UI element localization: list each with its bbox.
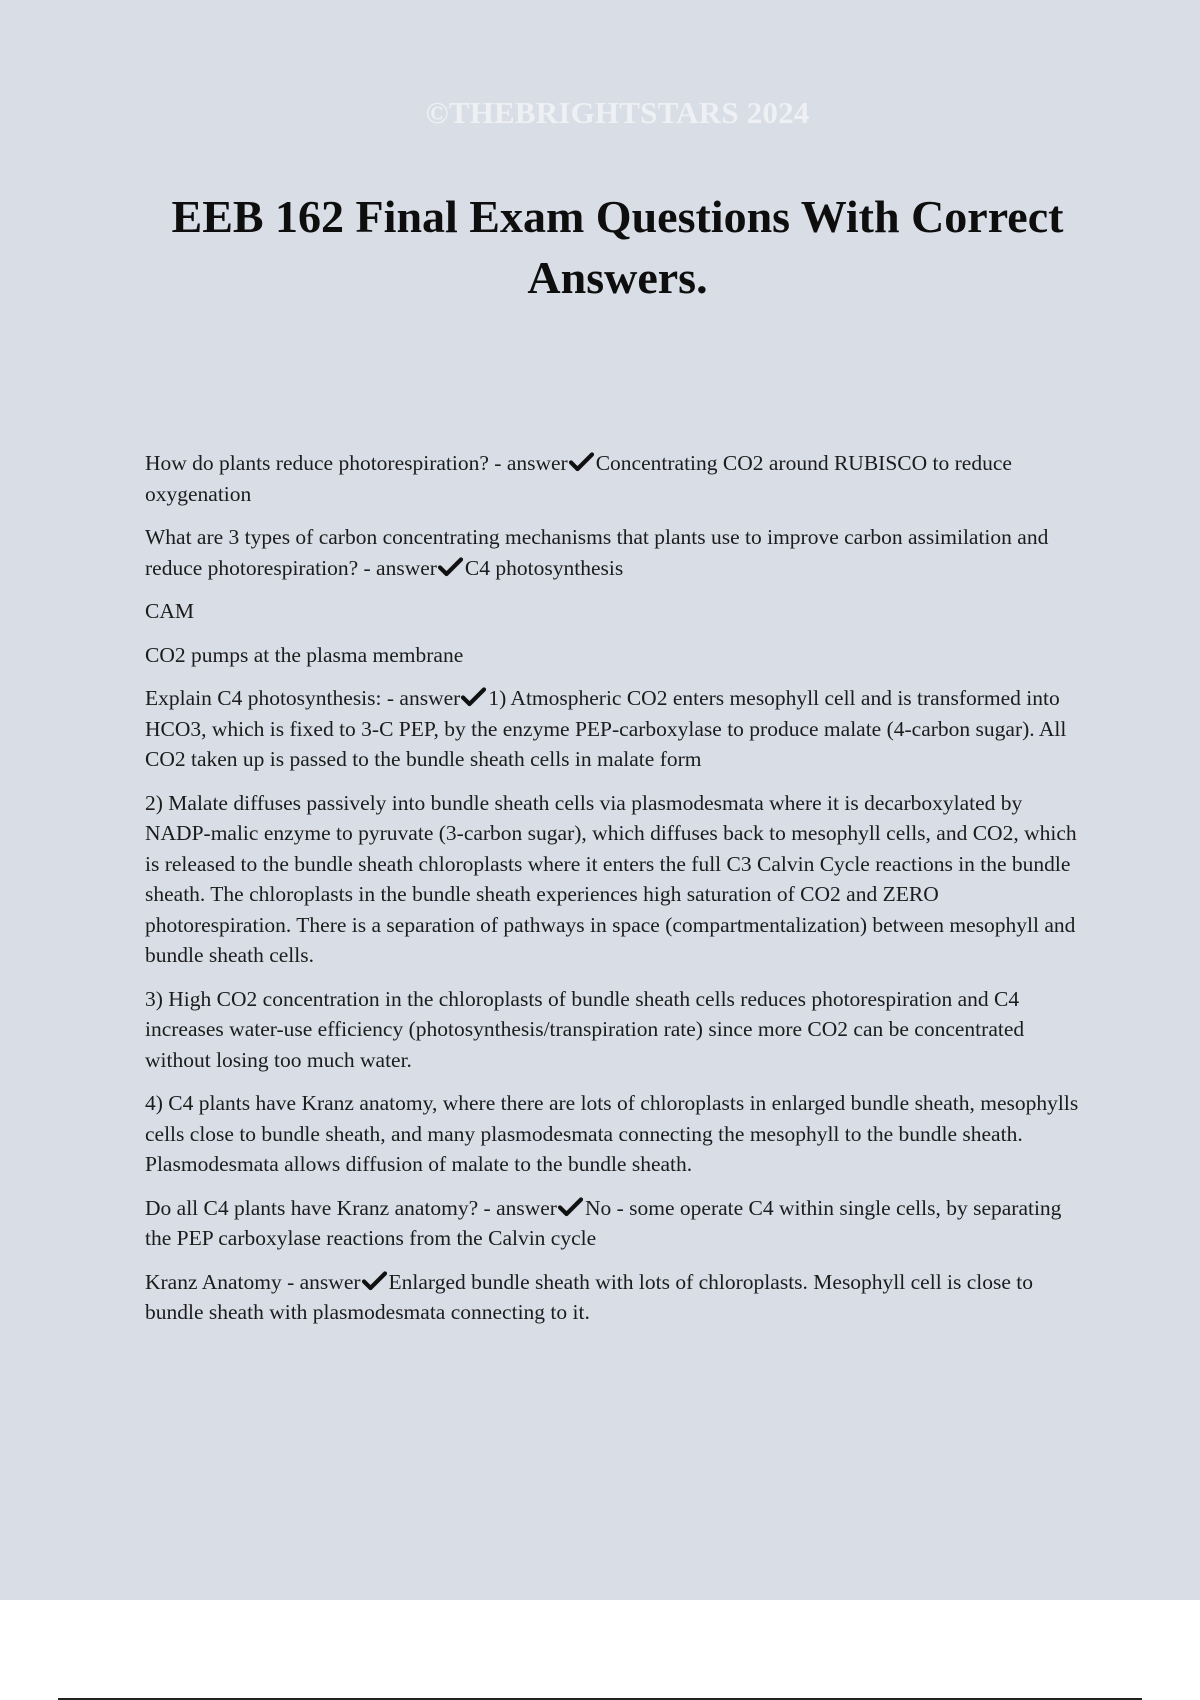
checkmark-icon — [569, 452, 594, 472]
document-title: EEB 162 Final Exam Questions With Correct Answers. — [171, 191, 1064, 303]
question-text: Explain C4 photosynthesis: - — [145, 686, 400, 710]
qa-item — [145, 1193, 1090, 1254]
qa-item — [145, 522, 1090, 583]
answer-text: No - some operate C4 within single cells, by separating the PEP carboxylase reactions from the Calvin cycle — [145, 1195, 1062, 1250]
question-text: What are 3 types of carbon concentrating mechanisms that plants use to improve carbon assimilation and reduce photorespiration? - — [145, 525, 1049, 580]
body-paragraph: 2) Malate diffuses passively into bundle sheath cells via plasmodesmata where it is decarboxylated by NADP-malic enzyme to pyruvate (3-carbon sugar), which diffuses back to mesophyll cells, and CO2, which is released to the bundle sheath chloroplasts where it enters the full C3 Calvin Cycle reactions in the bundle sheath. The chloroplasts in the bundle sheath experiences high saturation of CO2 and ZERO photorespiration. There is a separation of pathways in space (compartmentalization) between mesophyll and bundle sheath cells. — [145, 790, 1077, 967]
body-paragraph: CAM — [145, 599, 194, 623]
answer-label: answer — [376, 555, 437, 580]
question-text: Kranz Anatomy - — [145, 1269, 300, 1294]
answer-label: answer — [299, 1269, 361, 1294]
document-body — [145, 448, 1090, 1341]
answer-text: C4 photosynthesis — [464, 555, 624, 580]
qa-item — [145, 683, 1090, 775]
checkmark-icon — [558, 1197, 583, 1217]
answer-label: answer — [506, 451, 568, 475]
checkmark-icon — [362, 1271, 387, 1291]
answer-text: Enlarged bundle sheath with lots of chloroplasts. Mesophyll cell is close to bundle sheath with plasmodesmata connecting to it. — [145, 1269, 1034, 1324]
body-paragraph: 4) C4 plants have Kranz anatomy, where there are lots of chloroplasts in enlarged bundle sheath, mesophylls cells close to bundle sheath, and many plasmodesmata connecting the mesophyll to the bundle sheath. Plasmodesmata allows diffusion of malate to the bundle sheath. — [145, 1091, 1079, 1176]
question-text: Do all C4 plants have Kranz anatomy? - — [145, 1195, 497, 1220]
checkmark-icon — [438, 557, 463, 577]
body-paragraph: CO2 pumps at the plasma membrane — [145, 642, 464, 667]
answer-label: answer — [399, 686, 461, 710]
watermark: ©THEBRIGHTSTARS 2024 — [425, 95, 810, 130]
qa-item — [145, 448, 1090, 509]
answer-text: Concentrating CO2 around RUBISCO to reduce oxygenation — [145, 451, 1012, 506]
answer-text: 1) Atmospheric CO2 enters mesophyll cell and is transformed into HCO3, which is fixed to 3-C PEP, by the enzyme PEP-carboxylase to produce malate (4-carbon sugar). All CO2 taken up is passed to the bundle sheath cells in malate form — [145, 686, 1067, 771]
question-text: How do plants reduce photorespiration? - — [145, 451, 507, 475]
checkmark-icon — [461, 687, 486, 707]
answer-label: answer — [496, 1195, 557, 1220]
body-paragraph: 3) High CO2 concentration in the chloroplasts of bundle sheath cells reduces photorespiration and C4 increases water-use efficiency (photosynthesis/transpiration rate) since more CO2 can be concentrated without losing too much water. — [145, 986, 1025, 1072]
qa-item — [145, 1267, 1090, 1328]
